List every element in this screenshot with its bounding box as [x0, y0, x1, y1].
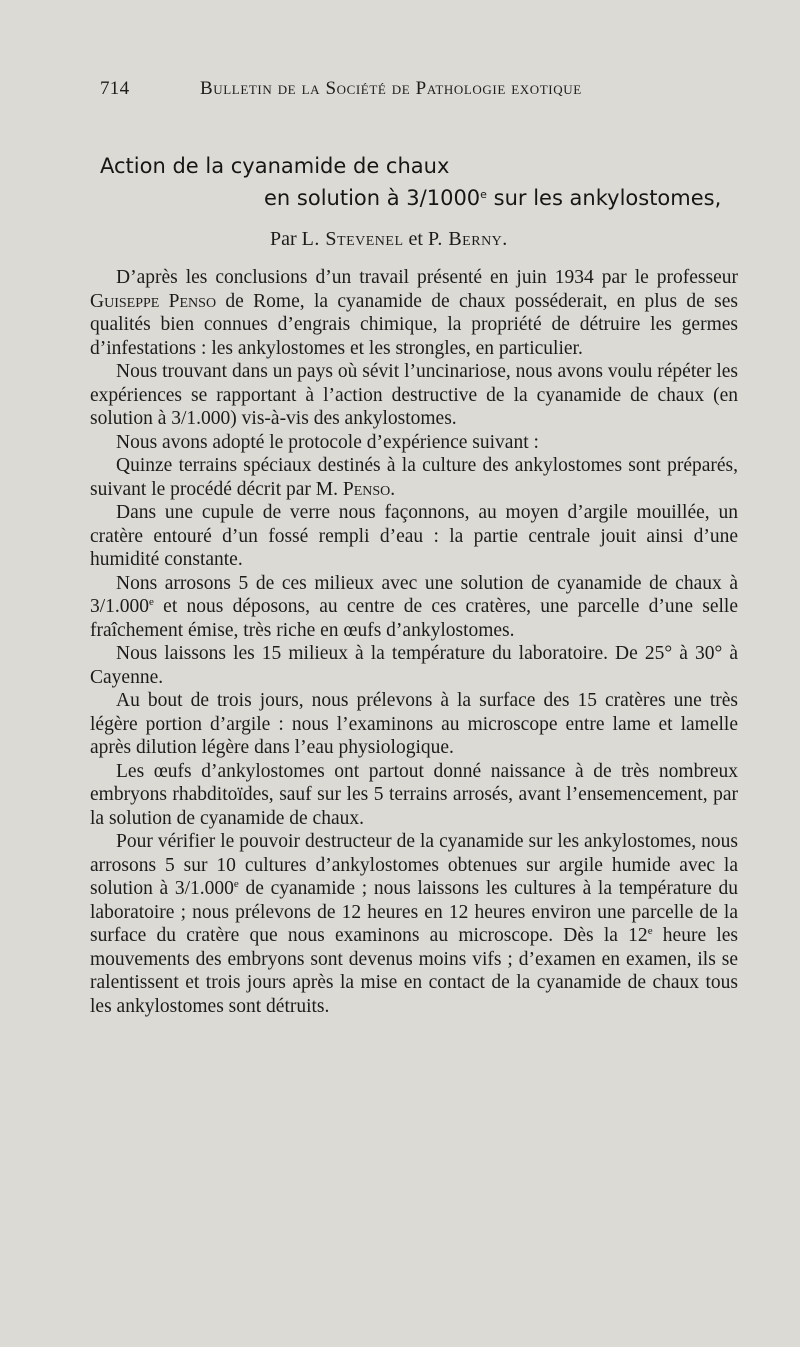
superscript: e: [149, 596, 154, 608]
author-2: P. Berny.: [427, 228, 508, 250]
paragraph-10-text-b: de cyanamide ; nous laissons les cultures à la température du laboratoire ; nous prélevons de 12 heures en 12 heures environ une parcelle de la surface du cratère que nous examinons au microscope. Dès la 12: [90, 878, 738, 946]
article-title-line-2: [264, 186, 800, 210]
person-name: Guiseppe Penso: [90, 290, 217, 312]
paragraph-9: Les œufs d’ankylostomes ont partout donné naissance à de très nombreux embryons rhabditoïdes, sauf sur les 5 terrains arrosés, avant l’ensemencement, par la solution de cyanamide de chaux.: [90, 760, 738, 829]
article-body: [90, 266, 738, 1018]
paragraph-10-text-a: Pour vérifier le pouvoir destructeur de la cyanamide sur les ankylostomes, nous arrosons 5 sur 10 cultures d’ankylostomes obtenues sur argile humide avec la solution à 3/1.000: [90, 831, 738, 899]
author-1: L. Stevenel: [301, 228, 404, 250]
paragraph-6-text-b: et nous déposons, au centre de ces cratères, une parcelle d’une selle fraîchement émise, très riche en œufs d’ankylostomes.: [90, 596, 738, 641]
title-line-2-pre: en solution à 3/1000: [264, 186, 481, 210]
paragraph-8: Au bout de trois jours, nous prélevons à la surface des 15 cratères une très légère portion d’argile : nous l’examinons au microscope entre lame et lamelle après dilution légère dans l’eau physiologique.: [90, 690, 738, 758]
person-name: Penso: [342, 478, 391, 500]
byline: [270, 228, 508, 251]
title-line-2-post: sur les ankylostomes,: [486, 186, 722, 210]
paragraph-6-text-a: Nons arrosons 5 de ces milieux avec une solution de cyanamide de chaux à 3/1.000: [90, 572, 738, 617]
paragraph-4-text-a: Quinze terrains spéciaux destinés à la culture des ankylostomes sont préparés, suivant le procédé décrit par M.: [90, 455, 738, 500]
paragraph-6: [90, 572, 738, 643]
paragraph-5: Dans une cupule de verre nous façonnons, au moyen d’argile mouillée, un cratère entouré d’un fossé rempli d’eau : la partie centrale jouit ainsi d’une humidité constante.: [90, 502, 738, 570]
paragraph-2: Nous trouvant dans un pays où sévit l’uncinariose, nous avons voulu répéter les expériences se rapportant à l’action destructive de la cyanamide de chaux (en solution à 3/1.000) vis-à-vis des ankylostomes.: [90, 361, 738, 429]
paragraph-10: [90, 830, 738, 1018]
article-title-line-1: Action de la cyanamide de chaux: [100, 154, 450, 178]
byline-conj: et: [403, 228, 428, 250]
paragraph-10-text-c: heure les mouvements des embryons sont devenus moins vifs ; d’examen en examen, ils se ralentissent et trois jours après la mise en contact de la cyanamide de chaux tous les ankylostomes sont détruits.: [90, 925, 739, 1017]
page-number: 714: [100, 78, 130, 99]
paragraph-1-text-b: de Rome, la cyanamide de chaux posséderait, en plus de ses qualités bien connues d’engrais chimique, la propriété de détruire les germes d’infestations : les ankylostomes et les strongles, en particulier.: [90, 290, 738, 359]
paragraph-1-text-a: D’après les conclusions d’un travail présenté en juin 1934 par le professeur: [116, 267, 738, 288]
running-title: Bulletin de la Société de Pathologie exotique: [200, 78, 582, 99]
paragraph-7: Nous laissons les 15 milieux à la température du laboratoire. De 25° à 30° à Cayenne.: [90, 643, 738, 688]
paragraph-1: [90, 266, 738, 360]
superscript: e: [233, 878, 239, 890]
paragraph-4-text-b: .: [390, 478, 396, 500]
paragraph-4: [90, 454, 738, 501]
byline-prefix: Par: [270, 228, 302, 250]
paragraph-3: Nous avons adopté le protocole d’expérience suivant :: [116, 431, 539, 453]
superscript: e: [647, 925, 653, 937]
title-superscript: e: [480, 188, 487, 201]
